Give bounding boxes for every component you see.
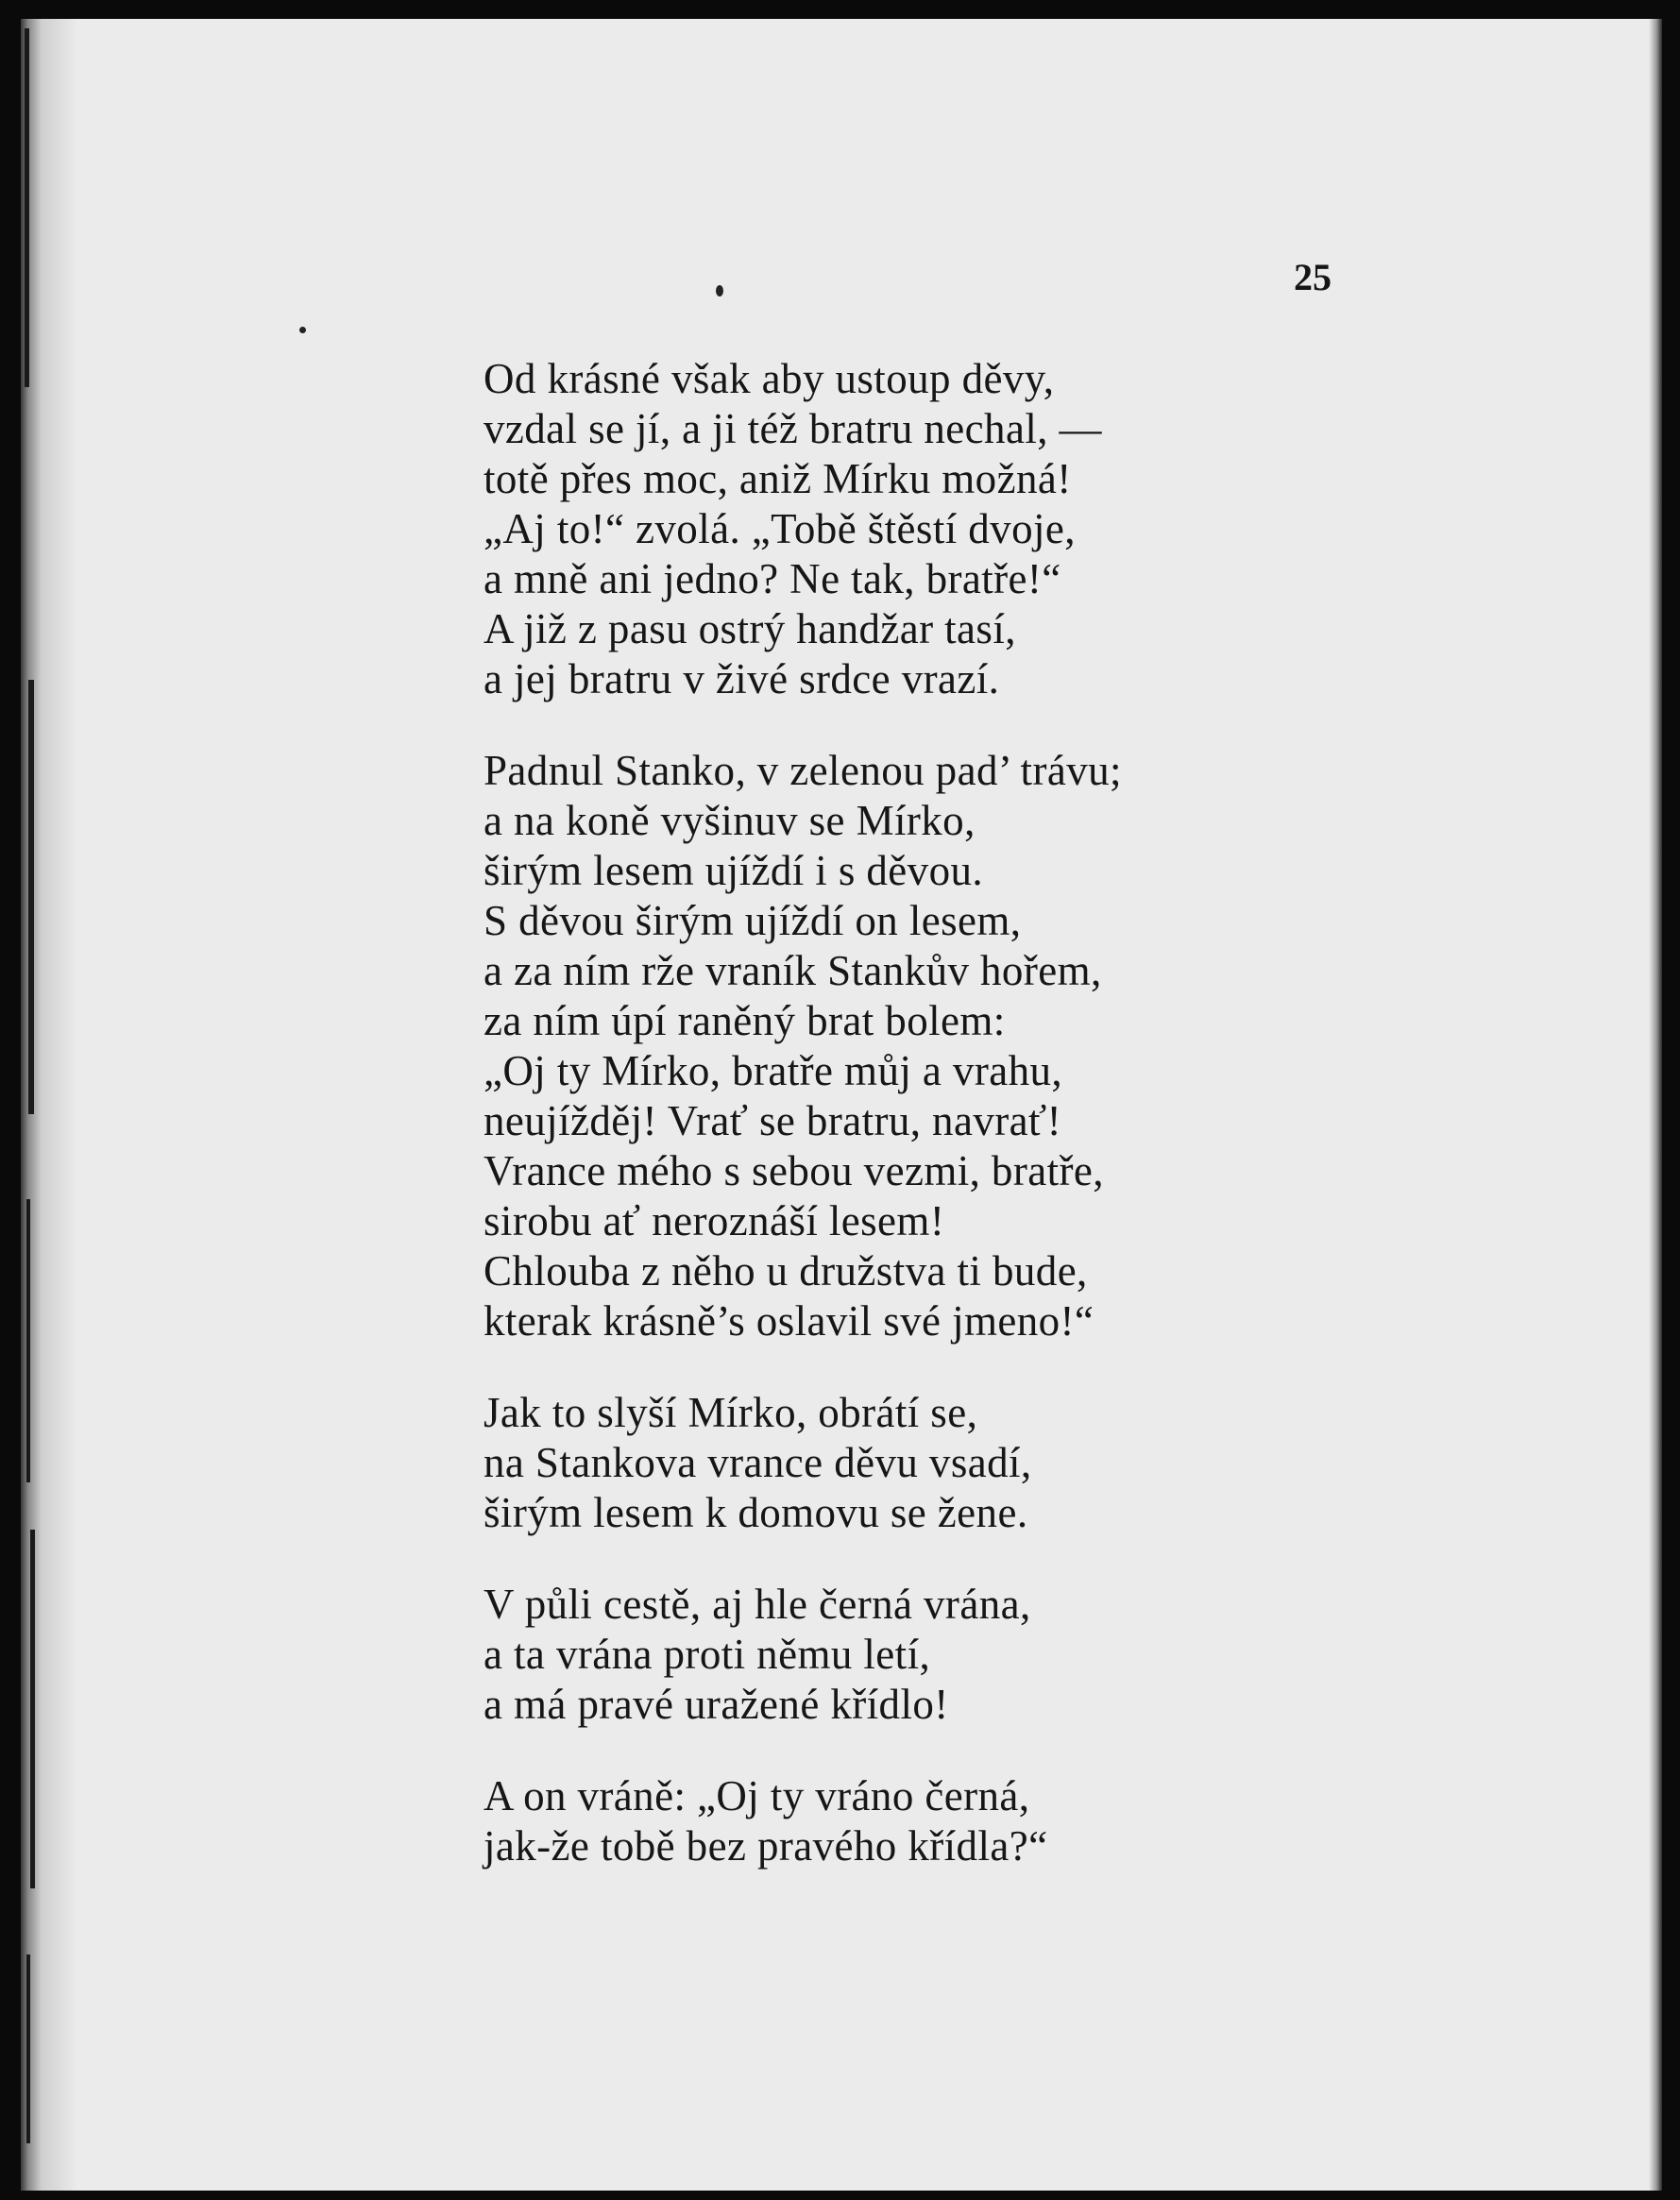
paper-speck bbox=[716, 285, 723, 296]
gutter-mark bbox=[26, 1199, 30, 1482]
gutter-mark bbox=[28, 680, 34, 1114]
poem-line: širým lesem k domovu se žene. bbox=[484, 1489, 1028, 1536]
poem-line: a za ním rže vraník Stankův hořem, bbox=[484, 947, 1102, 994]
poem-text bbox=[484, 354, 1522, 1913]
poem-line: širým lesem ujíždí i s děvou. bbox=[484, 847, 984, 894]
gutter-mark bbox=[30, 1530, 35, 1888]
poem-line: za ním úpí raněný brat bolem: bbox=[484, 997, 1006, 1044]
poem-line: a mně ani jedno? Ne tak, bratře!“ bbox=[484, 555, 1061, 602]
poem-line: totě přes moc, aniž Mírku možná! bbox=[484, 455, 1072, 502]
poem-line: a na koně vyšinuv se Mírko, bbox=[484, 797, 976, 844]
poem-line: jak-že tobě bez pravého křídla?“ bbox=[484, 1822, 1048, 1870]
poem-line: „Aj to!“ zvolá. „Tobě štěstí dvoje, bbox=[484, 505, 1076, 552]
poem-line: A on vráně: „Oj ty vráno černá, bbox=[484, 1772, 1030, 1819]
stanza bbox=[484, 746, 1522, 1346]
gutter-mark bbox=[25, 28, 29, 387]
poem-line: sirobu ať neroznáší lesem! bbox=[484, 1197, 945, 1244]
stanza bbox=[484, 354, 1522, 704]
poem-line: neujížděj! Vrať se bratru, navrať! bbox=[484, 1097, 1062, 1144]
poem-line: „Oj ty Mírko, bratře můj a vrahu, bbox=[484, 1047, 1063, 1094]
poem-line: a má pravé uražené křídlo! bbox=[484, 1681, 949, 1728]
poem-line: Jak to slyší Mírko, obrátí se, bbox=[484, 1389, 978, 1436]
poem-line: a ta vrána proti němu letí, bbox=[484, 1631, 931, 1678]
poem-line: V půli cestě, aj hle černá vrána, bbox=[484, 1581, 1031, 1628]
poem-line: Padnul Stanko, v zelenou pad’ trávu; bbox=[484, 747, 1122, 794]
poem-line: Chlouba z něho u družstva ti bude, bbox=[484, 1247, 1088, 1295]
paper-speck bbox=[299, 327, 306, 333]
page-right-edge bbox=[1649, 19, 1662, 2191]
stanza bbox=[484, 1580, 1522, 1730]
poem-line: na Stankova vrance děvu vsadí, bbox=[484, 1439, 1032, 1486]
poem-line: a jej bratru v živé srdce vrazí. bbox=[484, 655, 1000, 702]
poem-line: S děvou širým ujíždí on lesem, bbox=[484, 897, 1022, 944]
stanza bbox=[484, 1771, 1522, 1871]
gutter-mark bbox=[26, 1955, 30, 2143]
stanza bbox=[484, 1388, 1522, 1538]
book-page bbox=[21, 19, 1662, 2191]
poem-line: kterak krásně’s oslavil své jmeno!“ bbox=[484, 1297, 1095, 1345]
poem-line: Vrance mého s sebou vezmi, bratře, bbox=[484, 1147, 1104, 1194]
page-number: 25 bbox=[1294, 256, 1332, 298]
poem-line: vzdal se jí, a ji též bratru nechal, — bbox=[484, 405, 1102, 452]
poem-line: Od krásné však aby ustoup děvy, bbox=[484, 355, 1055, 402]
poem-line: A již z pasu ostrý handžar tasí, bbox=[484, 605, 1016, 652]
